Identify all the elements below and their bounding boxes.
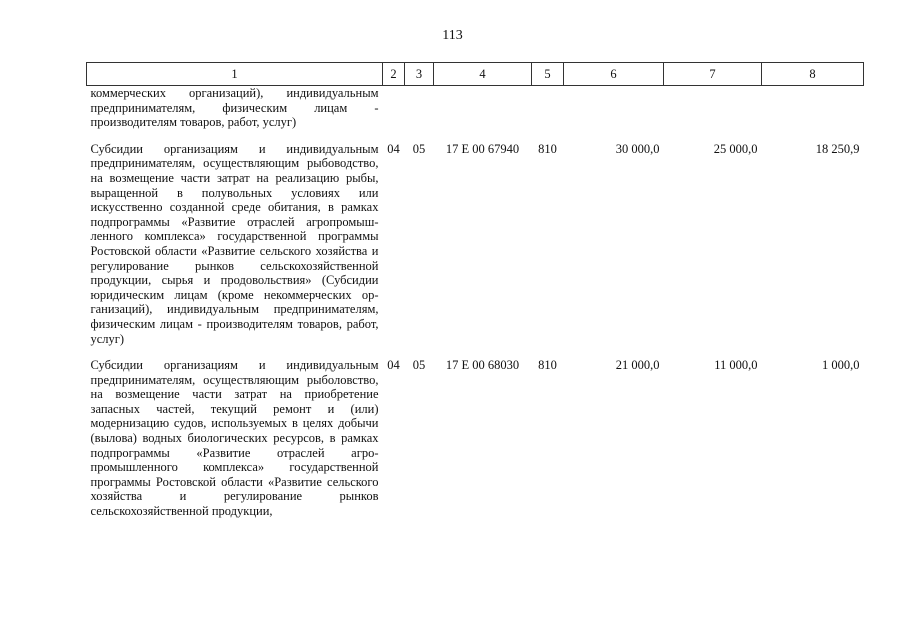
row-csr: 17 Е 00 68030 [445, 358, 520, 373]
row-year1: 21 000,0 [615, 358, 660, 373]
col-header-1: 1 [87, 63, 383, 86]
row-pr [405, 86, 434, 130]
header-row [87, 63, 864, 86]
row-csr: 17 Е 00 67940 [445, 141, 520, 156]
col-header-2: 2 [383, 63, 405, 86]
row-year2: 11 000,0 [714, 358, 758, 373]
row-year3: 18 250,9 [815, 141, 860, 156]
row-year3: 1 000,0 [822, 358, 860, 373]
page-number: 113 [442, 28, 463, 43]
row-description: Субсидии организациям и индивидуальным предпринимателям, осуществляющим рыболовство, на возмещение части затрат на приобретение запасных частей, текущий ремонт и (или) модернизацию судов, используемых в целях добычи (вылова) водных биологических ресурсов, в рамках подпрограммы «Развитие отраслей агропромышленного комплекса» государственной программы Ростовской области «Развитие сельского хозяйства и регулирование рынков сельскохозяйственной продукции, [90, 358, 379, 519]
budget-table [86, 62, 864, 519]
col-header-4: 4 [434, 63, 532, 86]
table-row [87, 346, 864, 519]
row-year2 [664, 86, 762, 130]
row-year1 [564, 86, 664, 130]
row-csr [434, 86, 532, 130]
table-row [87, 86, 864, 130]
row-vr: 810 [538, 358, 557, 373]
row-pr: 05 [412, 358, 426, 373]
row-vr [532, 86, 564, 130]
col-header-3: 3 [405, 63, 434, 86]
row-rz: 04 [387, 141, 400, 156]
row-rz: 04 [387, 358, 400, 373]
col-header-6: 6 [564, 63, 664, 86]
row-description: Субсидии организациям и индивидуальным предпринимателям, осуществляющим рыбоводство, на возмещение части затрат на реализацию рыбы, выращенной в полувольных условиях или искусственно созданной среде обитания, в рамках подпрограммы «Развитие отраслей агропромышленного комплекса» государственной программы Ростовской области «Развитие сельского хозяйства и регулирование рынков сельскохозяйственной продукции, сырья и продовольствия» (Субсидии юридическим лицам (кроме некоммерческих организаций), индивидуальным предпринимателям, физическим лицам - производителям товаров, работ, услуг) [90, 141, 379, 346]
col-header-8: 8 [762, 63, 864, 86]
col-header-5: 5 [532, 63, 564, 86]
table-row [87, 130, 864, 346]
row-vr: 810 [538, 141, 557, 156]
row-rz [383, 86, 405, 130]
row-year1: 30 000,0 [615, 141, 660, 156]
row-year3 [762, 86, 864, 130]
col-header-7: 7 [664, 63, 762, 86]
row-description: коммерческих организаций), индивидуальным предпринимателям, физическим лицам - производителям товаров, работ, услуг) [90, 86, 379, 130]
row-year2: 25 000,0 [713, 141, 758, 156]
row-pr: 05 [412, 141, 426, 156]
